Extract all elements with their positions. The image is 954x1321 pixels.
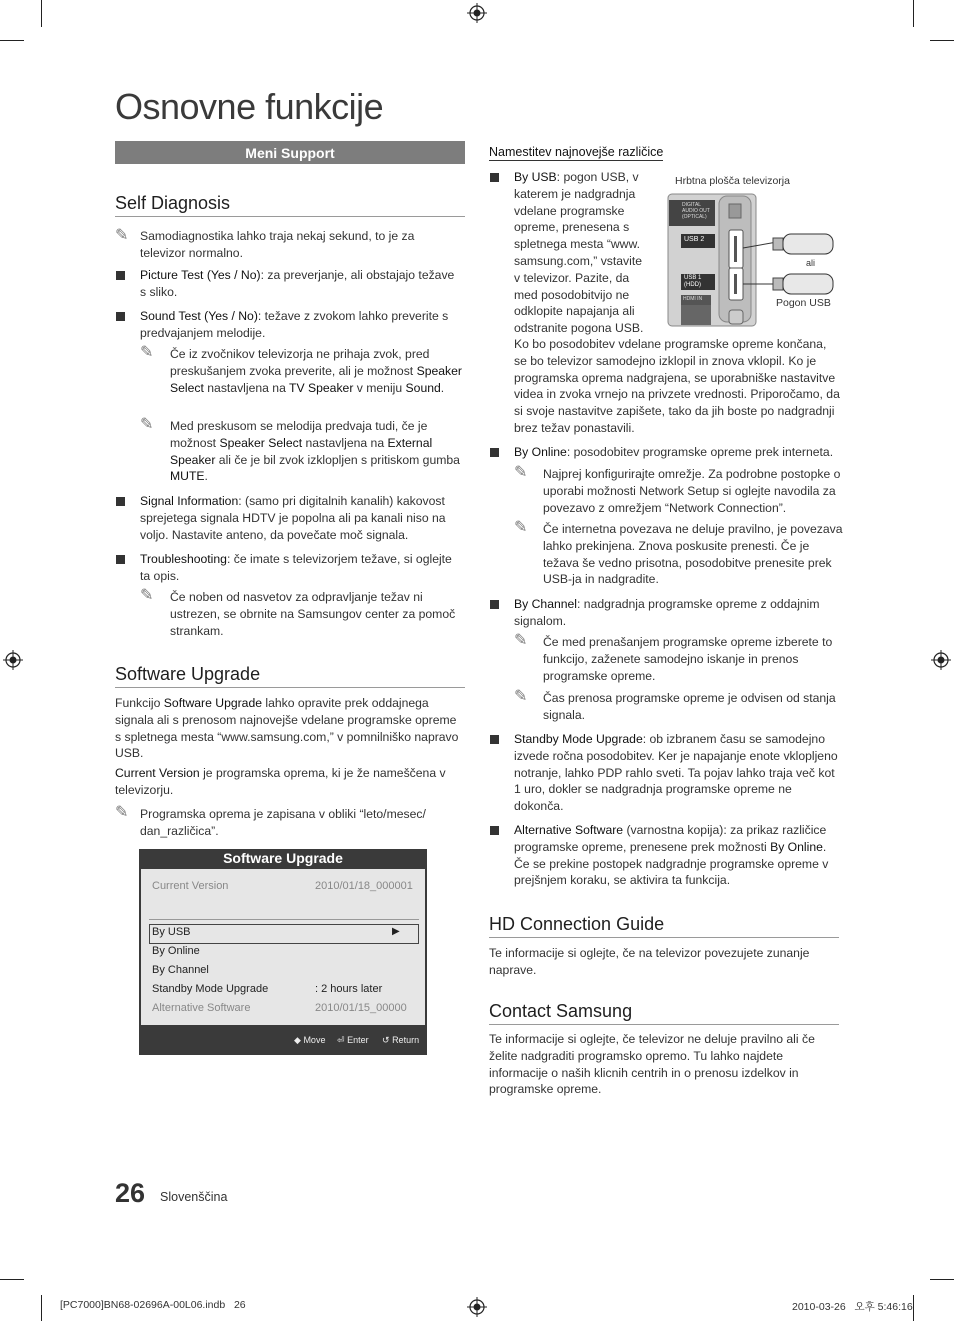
- picture-test-item: Picture Test (Yes / No): za preverjanje, ali obstajajo težave s sliko.: [140, 268, 455, 299]
- osd-current-version-label: Current Version: [152, 880, 229, 892]
- contact-samsung-title: Contact Samsung: [489, 1001, 839, 1025]
- osd-body: [141, 869, 425, 1025]
- osd-item-by-usb[interactable]: By USB: [152, 926, 191, 938]
- usb2-port-label: USB 2: [684, 236, 705, 243]
- osd-item-alternative-software[interactable]: Alternative Software: [152, 1002, 251, 1014]
- square-bullet: [490, 173, 499, 182]
- digital-audio-label: DIGITAL AUDIO OUT (OPTICAL): [682, 202, 710, 220]
- crop-mark: [0, 40, 24, 41]
- osd-standby-value: : 2 hours later: [315, 983, 383, 995]
- osd-arrow-right-icon: ▶: [392, 926, 400, 937]
- crop-mark: [41, 1295, 42, 1321]
- software-upgrade-para-1: Funkcijo Software Upgrade lahko opravite prek oddajnega signala ali s prenosom najnovejše vdelane programske opreme s spletnega mesta “www.samsung.com,” v pomnilniško napravo USB.: [115, 696, 459, 761]
- square-bullet: [490, 735, 499, 744]
- osd-alternative-value: 2010/01/15_00000: [315, 1002, 407, 1014]
- print-slug-right: 2010-03-26 오후 5:46:16: [792, 1301, 913, 1313]
- by-usb-continued: Ko bo posodobitev vdelane programske opreme končana, se bo televizor samodejno izklopil in znova vklopil. Ko je programska oprema nadgrajena, se uporabniške nastavitve videa in zvoka vrnejo na privzete vrednosti. Priporočamo, da si svoje nastavitve zapišete, tako da jih boste po nadgradnji brez težav ponastavili.: [514, 337, 840, 435]
- hdmi-in-label: HDMI IN: [683, 296, 703, 302]
- tv-back-panel-caption: Hrbtna plošča televizorja: [675, 175, 790, 187]
- sound-test-item: Sound Test (Yes / No): težave z zvokom lahko preverite s predvajanjem melodije.: [140, 309, 449, 340]
- osd-title: Software Upgrade: [223, 850, 343, 866]
- self-diagnosis-title: Self Diagnosis: [115, 193, 465, 217]
- osd-divider: [149, 919, 419, 920]
- osd-footer-enter: ⏎ Enter: [337, 1035, 369, 1045]
- sound-note-2: Med preskusom se melodija predvaja tudi, če je možnost Speaker Select nastavljena na External Speaker ali če je bil zvok izklopljen s pritiskom gumba MUTE.: [170, 419, 460, 484]
- crop-mark: [0, 1279, 24, 1280]
- or-label: ali: [806, 258, 816, 268]
- note-pencil-icon: ✎: [115, 804, 129, 821]
- channel-note-1: Če med prenašanjem programske opreme izberete to funkcijo, zaženete samodejno iskanje in prenos programske opreme.: [543, 635, 833, 683]
- square-bullet: [116, 271, 125, 280]
- note-pencil-icon: ✎: [140, 416, 154, 433]
- square-bullet: [490, 448, 499, 457]
- return-icon: ↺: [382, 1035, 390, 1045]
- page-number: 26: [115, 1178, 146, 1208]
- crop-mark: [913, 0, 914, 27]
- updown-arrow-icon: ◆: [294, 1035, 301, 1045]
- standby-mode-upgrade-item: Standby Mode Upgrade: ob izbranem času se samodejno izvede ročna posodobitev. Ker je napajanje enote vklopljeno notranje, lahko PDP rahlo sveti. Ta pojav lahko traja več kot 1 uro, dokler se nadgradnja programske opreme ne dokonča.: [514, 732, 838, 814]
- software-upgrade-osd: [139, 849, 427, 1055]
- osd-footer-move: ◆ Move: [294, 1035, 326, 1045]
- by-usb-item: By USB: pogon USB, v katerem je nadgradnja vdelane programske opreme, prenesena s spletnega mesta “www. samsung.com,” vstavite v televizor. Pazite, da med posodobitvijo ne odklopite napajanja ali odstranite pogona USB.: [514, 170, 644, 336]
- page-title: Osnovne funkcije: [115, 86, 384, 127]
- note-pencil-icon: ✎: [514, 688, 528, 705]
- note-pencil-icon: ✎: [514, 519, 528, 536]
- software-upgrade-title: Software Upgrade: [115, 664, 465, 688]
- online-note-1: Najprej konfigurirajte omrežje. Za podrobne postopke o uporabi možnosti Network Setup si oglejte navodila za povezavo z omrežjem “Network Connection”.: [543, 467, 841, 515]
- signal-information-item: Signal Information: (samo pri digitalnih kanalih) kakovost sprejetega signala HDTV je popolna ali pa kanali niso na voljo. Nastavite anteno, da povečate moč signala.: [140, 494, 446, 542]
- registration-mark-icon: [3, 650, 23, 670]
- alternative-software-item: Alternative Software (varnostna kopija): za prikaz različice programske opreme, prenesene prek možnosti By Online. Če se prekine postopek nadgradnje programske opreme v prejšnjem koraku, se aktivira ta funkcija.: [514, 823, 829, 888]
- hd-connection-guide-text: Te informacije si oglejte, če na televizor povezujete zunanje naprave.: [489, 946, 810, 977]
- contact-samsung-text: Te informacije si oglejte, če televizor ne deluje pravilno ali če želite nadgraditi programsko opremo. Tu lahko najdete informacije o naših klicnih centrih in o prenosu izdelkov in programske opreme.: [489, 1032, 815, 1097]
- square-bullet: [490, 826, 499, 835]
- registration-mark-icon: [467, 1297, 487, 1317]
- square-bullet: [116, 312, 125, 321]
- sound-note-1: Če iz zvočnikov televizorja ne prihaja zvok, pred preskušanjem zvoka preverite, ali je možnost Speaker Select nastavljena na TV Speaker v meniju Sound.: [170, 347, 462, 395]
- crop-mark: [930, 1279, 954, 1280]
- note-pencil-icon: ✎: [140, 344, 154, 361]
- registration-mark-icon: [931, 650, 951, 670]
- menu-support-bar: Meni Support: [115, 141, 465, 164]
- by-online-item: By Online: posodobitev programske opreme prek interneta.: [514, 445, 834, 459]
- software-upgrade-para-2: Current Version je programska oprema, ki je že nameščena v televizorju.: [115, 766, 446, 797]
- enter-icon: ⏎: [337, 1035, 345, 1045]
- registration-mark-icon: [467, 3, 487, 23]
- crop-mark: [41, 0, 42, 27]
- by-channel-item: By Channel: nadgradnja programske opreme z oddajnim signalom.: [514, 597, 820, 628]
- troubleshooting-item: Troubleshooting: če imate s televizorjem težave, si oglejte ta opis.: [140, 552, 452, 583]
- osd-footer-return: ↺ Return: [382, 1035, 420, 1045]
- self-diagnosis-note: Samodiagnostika lahko traja nekaj sekund, to je za televizor normalno.: [140, 229, 415, 260]
- usb1-port-label: USB 1 (HDD): [684, 275, 702, 288]
- hd-connection-guide-title: HD Connection Guide: [489, 914, 839, 938]
- print-slug-left: [PC7000]BN68-02696A-00L06.indb 26: [60, 1299, 246, 1311]
- osd-item-standby-mode-upgrade[interactable]: Standby Mode Upgrade: [152, 983, 269, 995]
- square-bullet: [116, 555, 125, 564]
- note-pencil-icon: ✎: [514, 632, 528, 649]
- osd-item-by-online[interactable]: By Online: [152, 945, 200, 957]
- note-pencil-icon: ✎: [140, 587, 154, 604]
- crop-mark: [930, 40, 954, 41]
- channel-note-2: Čas prenosa programske opreme je odvisen od stanja signala.: [543, 691, 836, 722]
- osd-current-version-value: 2010/01/18_000001: [315, 880, 413, 892]
- troubleshooting-note: Če noben od nasvetov za odpravljanje težav ni ustrezen, se obrnite na Samsungov center za pomoč strankam.: [170, 590, 456, 638]
- usb-drive-label: Pogon USB: [776, 297, 831, 309]
- note-pencil-icon: ✎: [514, 464, 528, 481]
- square-bullet: [116, 497, 125, 506]
- crop-mark: [913, 1295, 914, 1321]
- software-upgrade-note: Programska oprema je zapisana v obliki “leto/mesec/ dan_različica”.: [140, 807, 426, 838]
- osd-item-by-channel[interactable]: By Channel: [152, 964, 209, 976]
- square-bullet: [490, 600, 499, 609]
- note-pencil-icon: ✎: [115, 227, 129, 244]
- install-latest-subhead: Namestitev najnovejše različice: [489, 145, 664, 159]
- online-note-2: Če internetna povezava ne deluje pravilno, je povezava lahko prekinjena. Znova poskusite prenesti. Če je težava še vedno prisotna, posodobitve prenesite prek USB-ja in nadgradite.: [543, 522, 843, 587]
- language-label: Slovenščina: [160, 1190, 228, 1204]
